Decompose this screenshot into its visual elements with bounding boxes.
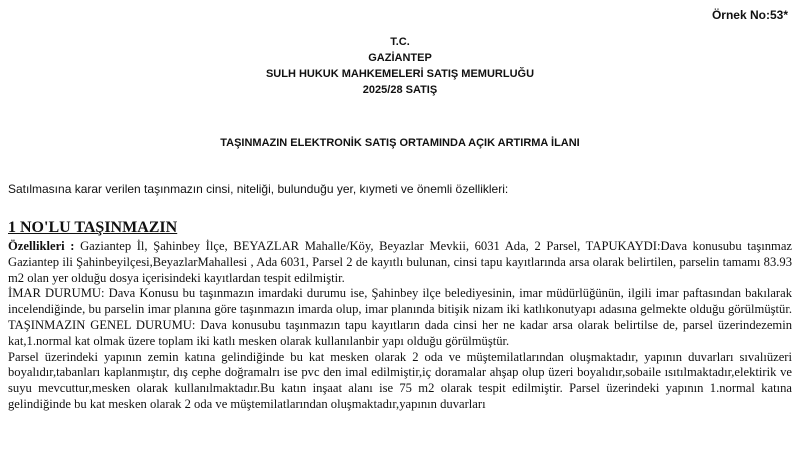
features-paragraph xyxy=(8,239,792,286)
header-file-number: 2025/28 SATIŞ xyxy=(362,84,438,96)
header-country: T.C. xyxy=(390,36,410,48)
building-paragraph: Parsel üzerindeki yapının zemin katına gelindiğinde bu kat mesken olarak 2 oda ve müştemilatlarından oluşmaktadır, yapının duvarları sıvalıüzeri boyalıdır,tabanları kaplanmıştır, dış cephe doğramalrı ise pvc den imal edilmiştir,iç doramalar ahşap olup üzeri boyalıdır,sobaile ısıtılmaktadır,elektirik ve suyu mevcuttur,mesken olarak kullanılmaktadır.Bu katın inşaat alanı ise 75 m2 olarak tespit edilmiştir. Parsel üzerindeki yapının 1.normal katına gelindiğinde bu kat mesken olarak 2 oda ve müştemilatlarından oluşmaktadır,yapının duvarları xyxy=(8,349,792,411)
document-header xyxy=(0,34,800,98)
header-office: SULH HUKUK MAHKEMELERİ SATIŞ MEMURLUĞU xyxy=(265,68,535,80)
property-details xyxy=(8,239,792,413)
intro-text: Satılmasına karar verilen taşınmazın cinsi, niteliği, bulunduğu yer, kıymeti ve önemli özellikleri: xyxy=(8,182,509,196)
features-label: Özellikleri : xyxy=(8,239,75,253)
header-city: GAZİANTEP xyxy=(368,52,432,64)
announcement-title: TAŞINMAZIN ELEKTRONİK SATIŞ ORTAMINDA AÇIK ARTIRMA İLANI xyxy=(220,137,580,149)
features-text: Gaziantep İl, Şahinbey İlçe, BEYAZLAR Mahalle/Köy, Beyazlar Mevkii, 6031 Ada, 2 Parsel, TAPUKAYDI:Dava konusubu taşınmaz Gaziantep ili Şahinbeyilçesi,BeyazlarMahallesi , Ada 6031, Parsel 2 de kayıtlı bulunan, cinsi tapu kayıtlarında arsa olarak belirtilen, parselin tamamı 83.93 m2 olan yer olduğu dosya içerisindeki kayıtlardan tespit edilmiştir. xyxy=(8,239,793,285)
zoning-paragraph: İMAR DURUMU: Dava Konusu bu taşınmazın imardaki durumu ise, Şahinbey ilçe belediyesinin, imar müdürlüğünün, ilgili imar paftasından bakılarak incelendiğinde, bu parselin imar planına göre taşınmazın imarda olup, imar planında bitişik nizam iki katlıkonutyapı adasına gelmekte olduğu görülmüştür. TAŞINMAZIN GENEL DURUMU: Dava konusubu taşınmazın tapu kayıtların dada cinsi her ne kadar arsa olarak belirtilse de, parsel üzerindezemin kat,1.normal kat olmak üzere toplam iki katlı mesken olarak kullanılanbir yapı olduğu görülmüştür. xyxy=(8,286,792,348)
sample-number: Örnek No:53* xyxy=(711,8,788,22)
property-heading: 1 NO'LU TAŞINMAZIN xyxy=(8,219,178,236)
